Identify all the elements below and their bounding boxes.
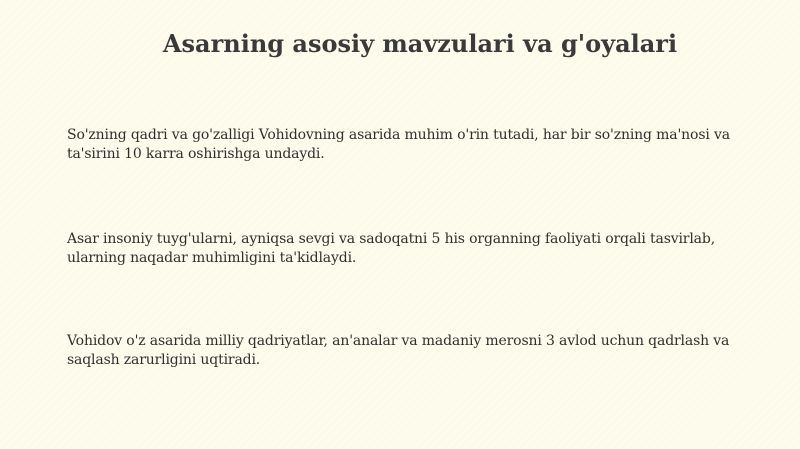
paragraph-national-values: Vohidov o'z asarida milliy qadriyatlar, an'analar va madaniy merosni 3 avlod uchun qadrlash va saqlash zarurligini uqtiradi. — [67, 333, 730, 368]
paragraph-word-value: So'zning qadri va go'zalligi Vohidovning asarida muhim o'rin tutadi, har bir so'zning ma'nosi va ta'sirini 10 karra oshirishga undaydi. — [67, 127, 730, 162]
paragraph-human-feelings: Asar insoniy tuyg'ularni, ayniqsa sevgi va sadoqatni 5 his organning faoliyati orqali tasvirlab, ularning naqadar muhimligini ta'kidlaydi. — [67, 231, 715, 266]
slide-title: Asarning asosiy mavzulari va g'oyalari — [162, 29, 678, 58]
